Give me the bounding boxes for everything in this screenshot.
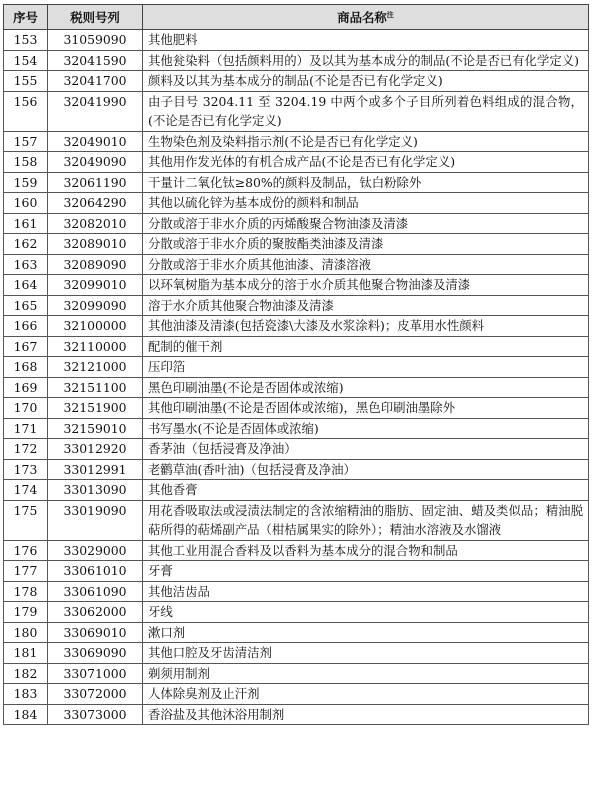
row-serial-no: 184 bbox=[4, 704, 48, 725]
row-product-name: 其他以硫化锌为基本成份的颜料和制品 bbox=[143, 193, 589, 214]
row-tariff-code: 32061190 bbox=[48, 172, 143, 193]
row-serial-no: 154 bbox=[4, 50, 48, 71]
row-tariff-code: 32089010 bbox=[48, 234, 143, 255]
row-serial-no: 155 bbox=[4, 71, 48, 92]
row-tariff-code: 32049090 bbox=[48, 152, 143, 173]
table-row bbox=[4, 377, 589, 398]
table-row bbox=[4, 193, 589, 214]
row-product-name: 香茅油（包括浸膏及净油） bbox=[143, 439, 589, 460]
row-product-name: 分散或溶于非水介质的聚胺酯类油漆及清漆 bbox=[143, 234, 589, 255]
table-row bbox=[4, 643, 589, 664]
row-tariff-code: 33029000 bbox=[48, 540, 143, 561]
row-product-name: 其他印刷油墨(不论是否固体或浓缩)，黑色印刷油墨除外 bbox=[143, 398, 589, 419]
row-product-name: 香浴盐及其他沐浴用制剂 bbox=[143, 704, 589, 725]
row-tariff-code: 33073000 bbox=[48, 704, 143, 725]
row-tariff-code: 32041990 bbox=[48, 91, 143, 131]
row-product-name: 书写墨水(不论是否固体或浓缩) bbox=[143, 418, 589, 439]
row-tariff-code: 32110000 bbox=[48, 336, 143, 357]
table-row bbox=[4, 295, 589, 316]
table-row bbox=[4, 172, 589, 193]
row-serial-no: 161 bbox=[4, 213, 48, 234]
row-product-name: 老鹳草油(香叶油)（包括浸膏及净油） bbox=[143, 459, 589, 480]
row-serial-no: 183 bbox=[4, 684, 48, 705]
table-row bbox=[4, 50, 589, 71]
row-serial-no: 167 bbox=[4, 336, 48, 357]
row-serial-no: 182 bbox=[4, 663, 48, 684]
row-serial-no: 173 bbox=[4, 459, 48, 480]
row-product-name: 其他用作发光体的有机合成产品(不论是否已有化学定义) bbox=[143, 152, 589, 173]
table-header-row bbox=[4, 5, 589, 30]
row-product-name: 黑色印刷油墨(不论是否固体或浓缩) bbox=[143, 377, 589, 398]
row-product-name: 其他口腔及牙齿清洁剂 bbox=[143, 643, 589, 664]
row-serial-no: 168 bbox=[4, 357, 48, 378]
row-tariff-code: 32159010 bbox=[48, 418, 143, 439]
table-row bbox=[4, 71, 589, 92]
row-tariff-code: 33072000 bbox=[48, 684, 143, 705]
row-product-name: 其他香膏 bbox=[143, 480, 589, 501]
row-tariff-code: 33019090 bbox=[48, 500, 143, 540]
table-row bbox=[4, 30, 589, 51]
row-serial-no: 172 bbox=[4, 439, 48, 460]
row-product-name: 人体除臭剂及止汗剂 bbox=[143, 684, 589, 705]
row-tariff-code: 33012920 bbox=[48, 439, 143, 460]
row-serial-no: 160 bbox=[4, 193, 48, 214]
row-serial-no: 174 bbox=[4, 480, 48, 501]
row-tariff-code: 32041700 bbox=[48, 71, 143, 92]
row-serial-no: 156 bbox=[4, 91, 48, 131]
row-tariff-code: 31059090 bbox=[48, 30, 143, 51]
table-row bbox=[4, 316, 589, 337]
header-serial-no: 序号 bbox=[4, 5, 48, 30]
table-row bbox=[4, 398, 589, 419]
row-serial-no: 153 bbox=[4, 30, 48, 51]
table-row bbox=[4, 540, 589, 561]
header-product-name-label: 商品名称 bbox=[337, 10, 387, 25]
header-tariff-code: 税则号列 bbox=[48, 5, 143, 30]
row-product-name: 其他油漆及清漆(包括瓷漆\大漆及水浆涂料)；皮革用水性颜料 bbox=[143, 316, 589, 337]
row-serial-no: 165 bbox=[4, 295, 48, 316]
table-row bbox=[4, 439, 589, 460]
row-tariff-code: 33012991 bbox=[48, 459, 143, 480]
table-row bbox=[4, 234, 589, 255]
tariff-table bbox=[3, 4, 589, 725]
header-product-name bbox=[143, 5, 589, 30]
table-row bbox=[4, 500, 589, 540]
row-tariff-code: 32041590 bbox=[48, 50, 143, 71]
row-serial-no: 169 bbox=[4, 377, 48, 398]
row-serial-no: 170 bbox=[4, 398, 48, 419]
row-tariff-code: 33061010 bbox=[48, 561, 143, 582]
row-tariff-code: 32099010 bbox=[48, 275, 143, 296]
row-tariff-code: 33069090 bbox=[48, 643, 143, 664]
row-product-name: 压印箔 bbox=[143, 357, 589, 378]
row-serial-no: 176 bbox=[4, 540, 48, 561]
row-serial-no: 157 bbox=[4, 131, 48, 152]
row-serial-no: 162 bbox=[4, 234, 48, 255]
row-product-name: 由子目号 3204.11 至 3204.19 中两个或多个子目所列着色料组成的混合物，(不论是否已有化学定义) bbox=[143, 91, 589, 131]
row-tariff-code: 32151100 bbox=[48, 377, 143, 398]
row-serial-no: 177 bbox=[4, 561, 48, 582]
row-tariff-code: 32099090 bbox=[48, 295, 143, 316]
row-serial-no: 159 bbox=[4, 172, 48, 193]
table-row bbox=[4, 459, 589, 480]
table-row bbox=[4, 91, 589, 131]
row-tariff-code: 32121000 bbox=[48, 357, 143, 378]
row-tariff-code: 33013090 bbox=[48, 480, 143, 501]
row-serial-no: 181 bbox=[4, 643, 48, 664]
row-serial-no: 180 bbox=[4, 622, 48, 643]
table-row bbox=[4, 602, 589, 623]
row-product-name: 配制的催干剂 bbox=[143, 336, 589, 357]
row-tariff-code: 32089090 bbox=[48, 254, 143, 275]
table-row bbox=[4, 254, 589, 275]
table-row bbox=[4, 357, 589, 378]
row-serial-no: 158 bbox=[4, 152, 48, 173]
row-product-name: 以环氧树脂为基本成分的溶于水介质其他聚合物油漆及清漆 bbox=[143, 275, 589, 296]
row-tariff-code: 32100000 bbox=[48, 316, 143, 337]
row-product-name: 牙膏 bbox=[143, 561, 589, 582]
table-row bbox=[4, 418, 589, 439]
row-tariff-code: 33062000 bbox=[48, 602, 143, 623]
row-tariff-code: 32151900 bbox=[48, 398, 143, 419]
table-row bbox=[4, 336, 589, 357]
row-product-name: 溶于水介质其他聚合物油漆及清漆 bbox=[143, 295, 589, 316]
table-row bbox=[4, 131, 589, 152]
table-row bbox=[4, 213, 589, 234]
row-tariff-code: 32049010 bbox=[48, 131, 143, 152]
row-product-name: 干量计二氧化钛≥80%的颜料及制品，钛白粉除外 bbox=[143, 172, 589, 193]
row-product-name: 其他洁齿品 bbox=[143, 581, 589, 602]
table-row bbox=[4, 684, 589, 705]
row-tariff-code: 33069010 bbox=[48, 622, 143, 643]
table-row bbox=[4, 152, 589, 173]
table-row bbox=[4, 275, 589, 296]
row-product-name: 分散或溶于非水介质的丙烯酸聚合物油漆及清漆 bbox=[143, 213, 589, 234]
row-serial-no: 171 bbox=[4, 418, 48, 439]
table-row bbox=[4, 663, 589, 684]
row-product-name: 其他工业用混合香料及以香料为基本成分的混合物和制品 bbox=[143, 540, 589, 561]
row-product-name: 其他瓮染料（包括颜料用的）及以其为基本成分的制品(不论是否已有化学定义) bbox=[143, 50, 589, 71]
table-row bbox=[4, 480, 589, 501]
table-row bbox=[4, 704, 589, 725]
row-product-name: 颜料及以其为基本成分的制品(不论是否已有化学定义) bbox=[143, 71, 589, 92]
header-note-mark: 注 bbox=[386, 10, 394, 19]
row-tariff-code: 33061090 bbox=[48, 581, 143, 602]
row-serial-no: 178 bbox=[4, 581, 48, 602]
table-row bbox=[4, 581, 589, 602]
row-product-name: 用花香吸取法或浸渍法制定的含浓缩精油的脂肪、固定油、蜡及类似品；精油脱萜所得的萜烯副产品（柑桔属果实的除外）；精油水溶液及水馏液 bbox=[143, 500, 589, 540]
row-serial-no: 163 bbox=[4, 254, 48, 275]
row-tariff-code: 32082010 bbox=[48, 213, 143, 234]
row-product-name: 其他肥料 bbox=[143, 30, 589, 51]
row-product-name: 分散或溶于非水介质其他油漆、清漆溶液 bbox=[143, 254, 589, 275]
row-product-name: 剃须用制剂 bbox=[143, 663, 589, 684]
row-product-name: 生物染色剂及染料指示剂(不论是否已有化学定义) bbox=[143, 131, 589, 152]
row-serial-no: 166 bbox=[4, 316, 48, 337]
table-row bbox=[4, 561, 589, 582]
row-serial-no: 179 bbox=[4, 602, 48, 623]
tariff-table-page bbox=[3, 4, 588, 725]
row-serial-no: 175 bbox=[4, 500, 48, 540]
row-tariff-code: 32064290 bbox=[48, 193, 143, 214]
table-body bbox=[4, 30, 589, 725]
row-product-name: 牙线 bbox=[143, 602, 589, 623]
row-tariff-code: 33071000 bbox=[48, 663, 143, 684]
row-product-name: 漱口剂 bbox=[143, 622, 589, 643]
table-row bbox=[4, 622, 589, 643]
row-serial-no: 164 bbox=[4, 275, 48, 296]
